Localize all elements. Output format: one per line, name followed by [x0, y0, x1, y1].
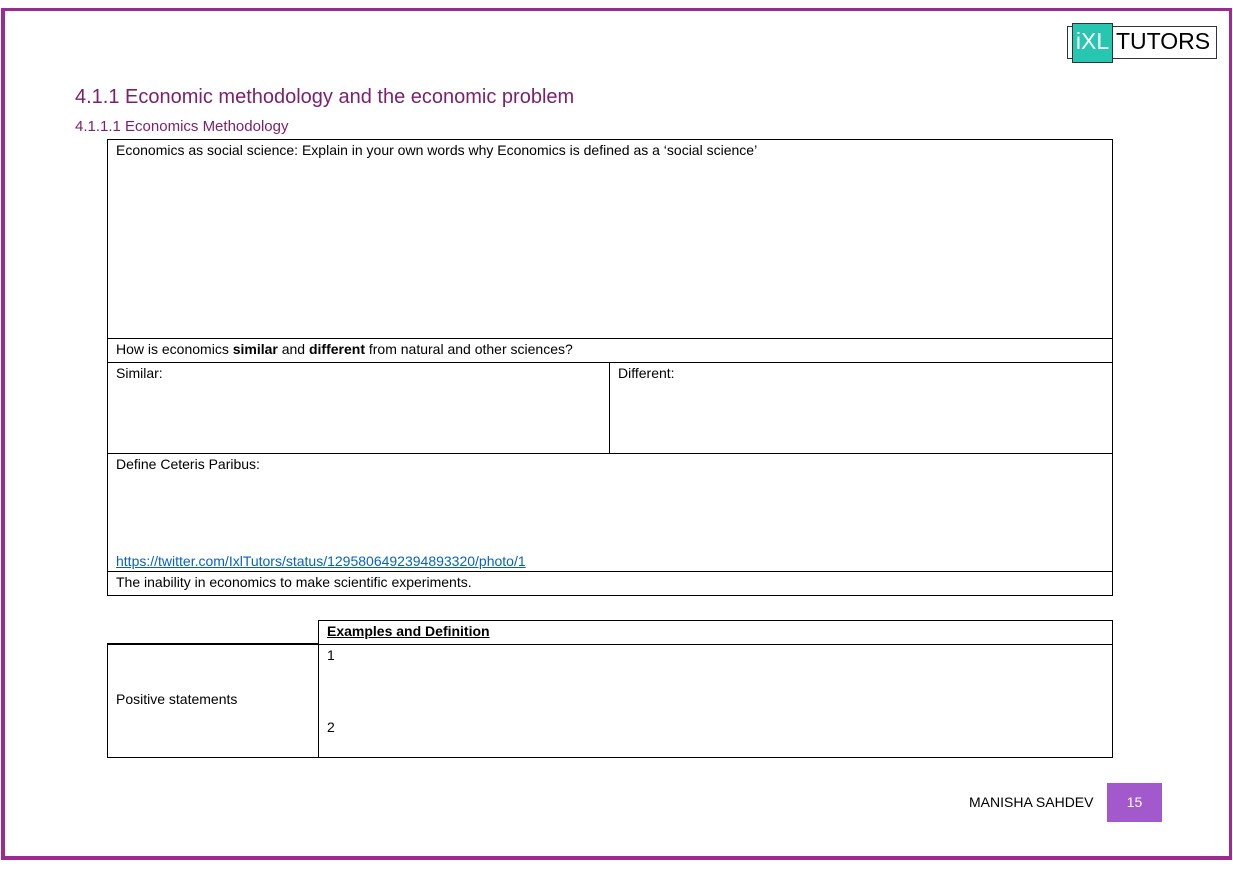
author-name: MANISHA SAHDEV	[969, 794, 1094, 810]
similar-label: Similar:	[116, 365, 163, 381]
social-science-question[interactable]	[107, 139, 1113, 339]
item-2: 2	[327, 719, 335, 735]
positive-statements-answer[interactable]	[318, 644, 1113, 758]
section-heading: 4.1.1 Economic methodology and the economic problem	[75, 86, 575, 108]
inability-row: The inability in economics to make scientific experiments.	[107, 571, 1113, 596]
logo-ixl: iXL	[1075, 28, 1110, 54]
subsection-heading: 4.1.1.1 Economics Methodology	[75, 118, 289, 135]
similar-different-question: How is economics similar and different from natural and other sciences?	[107, 338, 1113, 363]
logo-tutors: TUTORS	[1116, 28, 1211, 54]
different-cell[interactable]	[609, 362, 1113, 454]
examples-header: Examples and Definition	[318, 620, 1113, 645]
positive-statements-label: Positive statements	[107, 644, 319, 758]
different-label: Different:	[618, 365, 675, 381]
item-1: 1	[327, 647, 335, 663]
ceteris-paribus-cell[interactable]	[107, 453, 1113, 572]
ceteris-label: Define Ceteris Paribus:	[116, 456, 260, 472]
page-number: 15	[1107, 783, 1162, 822]
similar-cell[interactable]	[107, 362, 610, 454]
ixl-tutors-logo	[1067, 26, 1217, 59]
twitter-link[interactable]: https://twitter.com/IxlTutors/status/1295806492394893320/photo/1	[116, 553, 526, 569]
q1-text: Economics as social science: Explain in your own words why Economics is defined as a ‘social science’	[116, 142, 758, 158]
